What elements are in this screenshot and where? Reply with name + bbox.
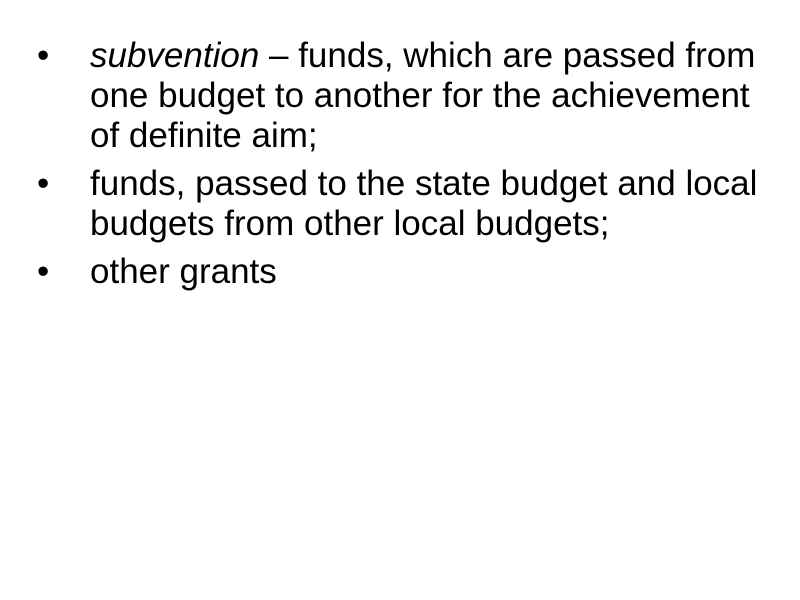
bullet-list [0, 36, 800, 300]
bullet-icon: • [37, 252, 50, 291]
bullet-icon: • [37, 36, 50, 75]
list-item [0, 252, 760, 292]
bullet-icon: • [37, 164, 50, 203]
list-item [0, 164, 760, 244]
item-text: – funds, which are passed from one budget to another for the achievement of definite aim; [90, 36, 756, 155]
term-subvention: subvention [90, 36, 260, 75]
item-text: funds, passed to the state budget and local budgets from other local budgets; [90, 164, 758, 243]
list-item [0, 36, 760, 156]
item-text: other grants [90, 252, 277, 291]
